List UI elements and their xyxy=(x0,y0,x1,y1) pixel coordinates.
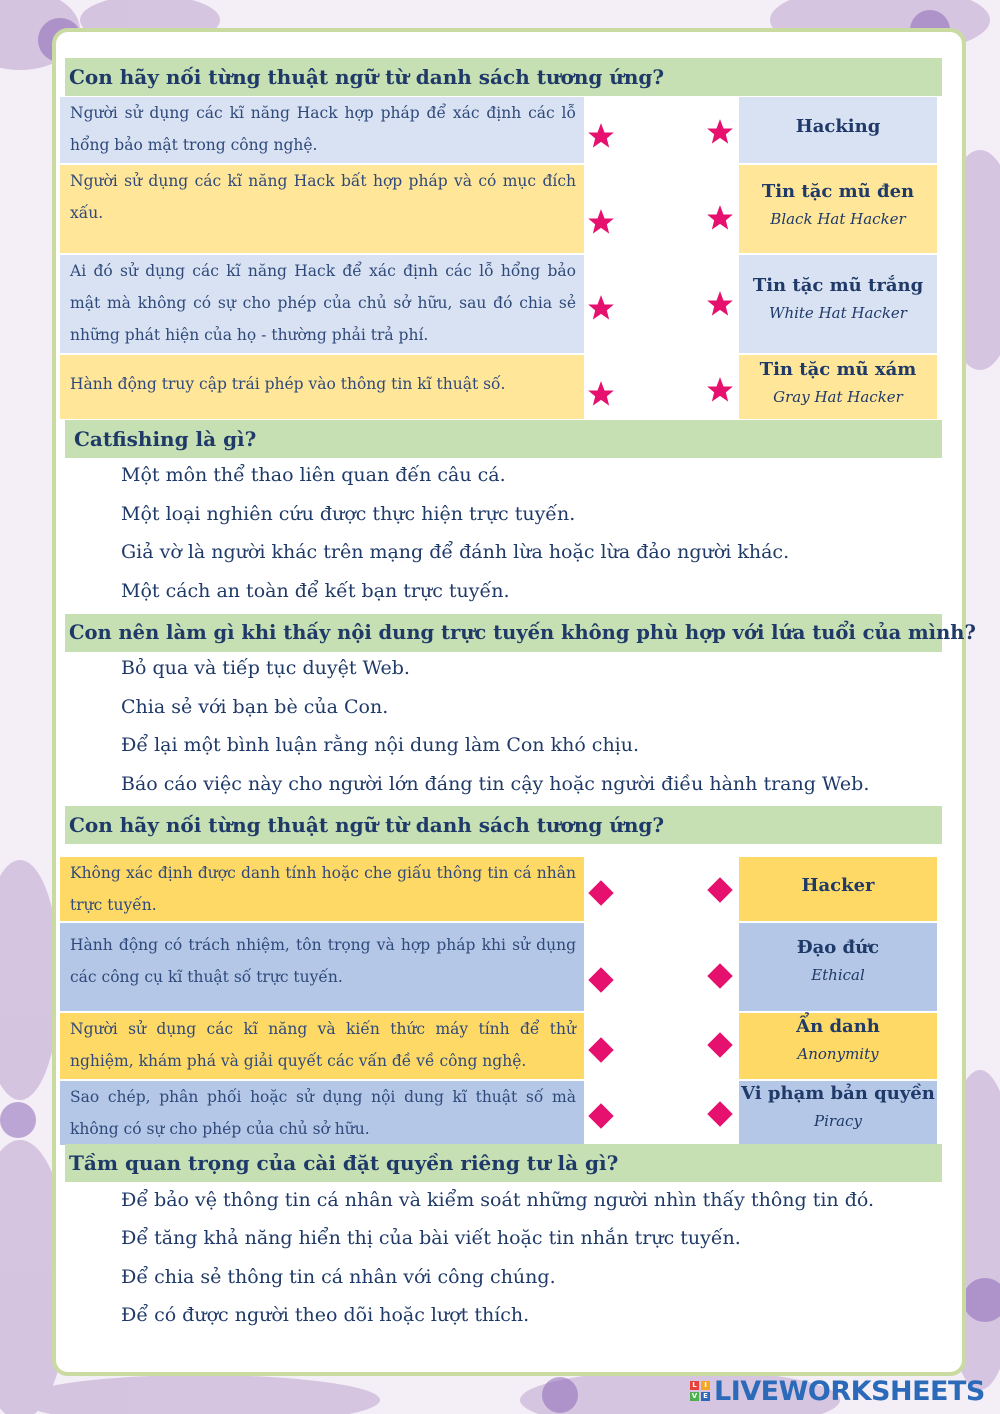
q1-left-3-connector-star-icon[interactable] xyxy=(587,294,615,322)
q3-option-2[interactable]: Chia sẻ với bạn bè của Con. xyxy=(121,696,389,718)
q1-term-gray-hat xyxy=(739,355,937,419)
q3-option-4[interactable]: Báo cáo việc này cho người lớn đáng tin cậy hoặc người điều hành trang Web. xyxy=(121,773,870,795)
q4-left-1: Không xác định được danh tính hoặc che giấu thông tin cá nhân trực tuyến. xyxy=(60,857,584,921)
q1-left-3: Ai đó sử dụng các kĩ năng Hack để xác định các lỗ hổng bảo mật mà không có sự cho phép của chủ sở hữu, sau đó chia sẻ những phát hiện của họ - thường phải trả phí. xyxy=(60,255,584,353)
liveworksheets-brand xyxy=(690,1374,985,1408)
q3-option-3[interactable]: Để lại một bình luận rằng nội dung làm Con khó chịu. xyxy=(121,734,640,756)
logo-letter: I xyxy=(701,1381,710,1390)
q1-left-2: Người sử dụng các kĩ năng Hack bất hợp pháp và có mục đích xấu. xyxy=(60,165,584,253)
q5-option-4[interactable]: Để có được người theo dõi hoặc lượt thích. xyxy=(121,1304,530,1326)
question-3-title: Con nên làm gì khi thấy nội dung trực tuyến không phù hợp với lứa tuổi của mình? xyxy=(65,614,942,652)
q3-option-1[interactable]: Bỏ qua và tiếp tục duyệt Web. xyxy=(121,657,410,679)
logo-letter: L xyxy=(690,1381,699,1390)
q5-option-3[interactable]: Để chia sẻ thông tin cá nhân với công chúng. xyxy=(121,1266,556,1288)
q1-left-4-connector-star-icon[interactable] xyxy=(587,380,615,408)
q2-option-3[interactable]: Giả vờ là người khác trên mạng để đánh lừa hoặc lừa đảo người khác. xyxy=(121,541,790,563)
term-subtitle: Gray Hat Hacker xyxy=(773,388,903,406)
q4-left-3: Người sử dụng các kĩ năng và kiến thức máy tính để thử nghiệm, khám phá và giải quyết các vấn đề về công nghệ. xyxy=(60,1013,584,1079)
q1-term-hacking xyxy=(739,97,937,163)
q1-left-4: Hành động truy cập trái phép vào thông tin kĩ thuật số. xyxy=(60,355,584,419)
logo-letter: E xyxy=(701,1392,710,1401)
q5-option-1[interactable]: Để bảo vệ thông tin cá nhân và kiểm soát những người nhìn thấy thông tin đó. xyxy=(121,1189,875,1211)
logo-letter: V xyxy=(691,1392,698,1400)
q4-left-2: Hành động có trách nhiệm, tôn trọng và hợp pháp khi sử dụng các công cụ kĩ thuật số trực tuyến. xyxy=(60,923,584,1011)
term-subtitle: Anonymity xyxy=(797,1045,879,1063)
q1-left-1: Người sử dụng các kĩ năng Hack hợp pháp để xác định các lỗ hổng bảo mật trong công nghệ. xyxy=(60,97,584,163)
term-subtitle: Piracy xyxy=(814,1112,862,1130)
q4-term-ethical xyxy=(739,923,937,1011)
term-label: Tin tặc mũ đen xyxy=(761,181,915,202)
q4-left-4: Sao chép, phân phối hoặc sử dụng nội dung kĩ thuật số mà không có sự cho phép của chủ sở hữu. xyxy=(60,1081,584,1145)
liveworksheets-logo-icon xyxy=(690,1381,710,1401)
q1-right-3-connector-star-icon[interactable] xyxy=(706,290,734,318)
term-subtitle: White Hat Hacker xyxy=(769,304,907,322)
term-label: Vi phạm bản quyền xyxy=(741,1083,935,1104)
question-2-title: Catfishing là gì? xyxy=(65,420,942,458)
q2-option-4[interactable]: Một cách an toàn để kết bạn trực tuyến. xyxy=(121,580,510,602)
q5-option-2[interactable]: Để tăng khả năng hiển thị của bài viết hoặc tin nhắn trực tuyến. xyxy=(121,1227,741,1249)
term-label: Hacking xyxy=(795,116,881,137)
q4-term-hacker xyxy=(739,857,937,921)
q1-term-white-hat xyxy=(739,255,937,353)
term-label: Ẩn danh xyxy=(796,1016,880,1037)
q1-left-2-connector-star-icon[interactable] xyxy=(587,208,615,236)
term-label: Hacker xyxy=(801,875,875,896)
q1-left-1-connector-star-icon[interactable] xyxy=(587,122,615,150)
question-4-title: Con hãy nối từng thuật ngữ từ danh sách tương ứng? xyxy=(65,806,942,844)
term-label: Đạo đức xyxy=(796,937,880,958)
q2-option-1[interactable]: Một môn thể thao liên quan đến câu cá. xyxy=(121,464,506,486)
question-1-title: Con hãy nối từng thuật ngữ từ danh sách tương ứng? xyxy=(65,58,942,96)
term-subtitle: Black Hat Hacker xyxy=(770,210,906,228)
term-label: Tin tặc mũ trắng xyxy=(752,275,924,296)
q1-right-1-connector-star-icon[interactable] xyxy=(706,118,734,146)
brand-name: LIVEWORKSHEETS xyxy=(714,1375,985,1407)
q1-right-4-connector-star-icon[interactable] xyxy=(706,376,734,404)
q1-term-black-hat xyxy=(739,165,937,253)
q4-term-anonymity xyxy=(739,1013,937,1079)
question-5-title: Tầm quan trọng của cài đặt quyền riêng tư là gì? xyxy=(65,1144,942,1182)
term-label: Tin tặc mũ xám xyxy=(759,359,917,380)
q2-option-2[interactable]: Một loại nghiên cứu được thực hiện trực tuyến. xyxy=(121,503,576,525)
q4-term-piracy xyxy=(739,1081,937,1145)
term-subtitle: Ethical xyxy=(811,966,865,984)
q1-right-2-connector-star-icon[interactable] xyxy=(706,204,734,232)
